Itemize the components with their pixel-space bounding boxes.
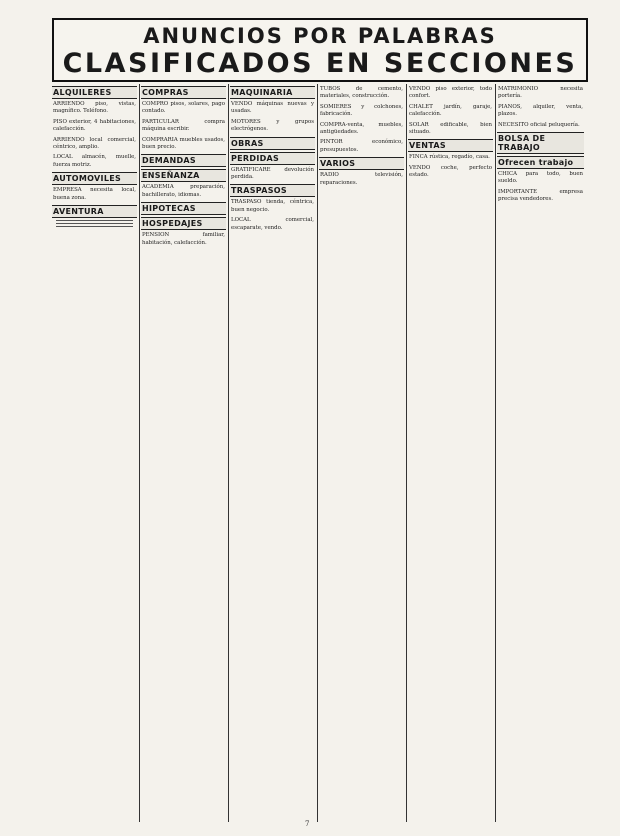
section-heading: BOLSA DE TRABAJO [497, 132, 584, 154]
ad-text: ACADEMIA preparación, bachillerato, idiomas. [142, 184, 225, 198]
ad-text: COMPRARIA muebles usados, buen precio. [142, 136, 225, 151]
ad-text: ARRIENDO piso, vistas, magnífico. Teléfono. [53, 101, 136, 115]
column-6 [495, 84, 586, 822]
header-title-line2: CLASIFICADOS EN SECCIONES [62, 48, 578, 79]
ad-text: CHALET jardín, garaje, calefacción. [409, 103, 492, 118]
divider [56, 220, 133, 221]
section-heading: MAQUINARIA [230, 86, 315, 99]
column-2 [139, 84, 229, 822]
divider [56, 223, 133, 224]
section-heading: VENTAS [408, 139, 493, 152]
ad-text: TUBOS de cemento, materiales, construcción. [320, 86, 403, 100]
section-heading: ALQUILERES [52, 86, 137, 99]
ad-text: LOCAL almacén, muelle, fuerza motriz. [53, 154, 136, 168]
ad-text: MATRIMONIO necesita portería. [498, 86, 583, 100]
column-3 [228, 84, 318, 822]
column-1 [50, 84, 140, 822]
ad-text: VENDO máquinas nuevas y usadas. [231, 101, 314, 115]
ad-text: VENDO coche, perfecto estado. [409, 164, 492, 179]
section-heading: HOSPEDAJES [141, 217, 226, 230]
ad-text: PIANOS, alquiler, venta, plazos. [498, 103, 583, 118]
section-heading: AUTOMOVILES [52, 172, 137, 185]
ad-text: PARTICULAR compra máquina escribir. [142, 118, 225, 133]
column-4 [317, 84, 407, 822]
ad-text: COMPRA-venta, muebles, antigüedades. [320, 121, 403, 136]
ad-text: RADIO televisión, reparaciones. [320, 172, 403, 186]
ad-text: NECESITO oficial peluquería. [498, 121, 580, 128]
ad-text: CHICA para todo, buen sueldo. [498, 171, 583, 185]
ad-text: IMPORTANTE empresa precisa vendedores. [498, 188, 583, 203]
ad-text: SOMIERES y colchones, fabricación. [320, 103, 403, 118]
ad-text: PINTOR económico, presupuestos. [320, 139, 403, 153]
divider [56, 226, 133, 227]
header-title-line1: ANUNCIOS POR PALABRAS [143, 24, 497, 48]
ad-text: PENSION familiar, habitación, calefacción. [142, 232, 225, 246]
ad-text: PISO exterior, 4 habitaciones, calefacción. [53, 118, 136, 133]
section-heading: DEMANDAS [141, 154, 226, 167]
ad-text: TRASPASO tienda, céntrica, buen negocio. [231, 199, 314, 213]
section-heading: COMPRAS [141, 86, 226, 99]
column-5 [406, 84, 496, 822]
classified-columns [50, 84, 586, 822]
section-heading: ENSEÑANZA [141, 169, 226, 182]
ad-text: FINCA rústica, regadío, casa. [409, 154, 490, 161]
section-heading: HIPOTECAS [141, 202, 226, 215]
ad-text: GRATIFICARE devolución perdida. [231, 166, 314, 181]
classifieds-header [52, 18, 588, 82]
ad-text: COMPRO pisos, solares, pago contado. [142, 101, 225, 115]
section-heading: AVENTURA [52, 205, 137, 218]
ad-text: SOLAR edificable, bien situado. [409, 121, 492, 136]
ad-text: LOCAL comercial, escaparate, vendo. [231, 217, 314, 231]
page-number: 7 [305, 820, 310, 828]
section-heading: OBRAS [230, 137, 315, 150]
section-heading: PERDIDAS [230, 152, 315, 165]
section-heading: TRASPASOS [230, 184, 315, 197]
ad-text: MOTORES y grupos electrógenos. [231, 118, 314, 133]
ad-text: VENDO piso exterior, todo confort. [409, 86, 492, 100]
ad-text: EMPRESA necesita local, buena zona. [53, 187, 136, 201]
section-subheading: Ofrecen trabajo [497, 156, 584, 169]
section-heading: VARIOS [319, 157, 404, 170]
ad-text: ARRIENDO local comercial, céntrico, amplio. [53, 136, 136, 151]
